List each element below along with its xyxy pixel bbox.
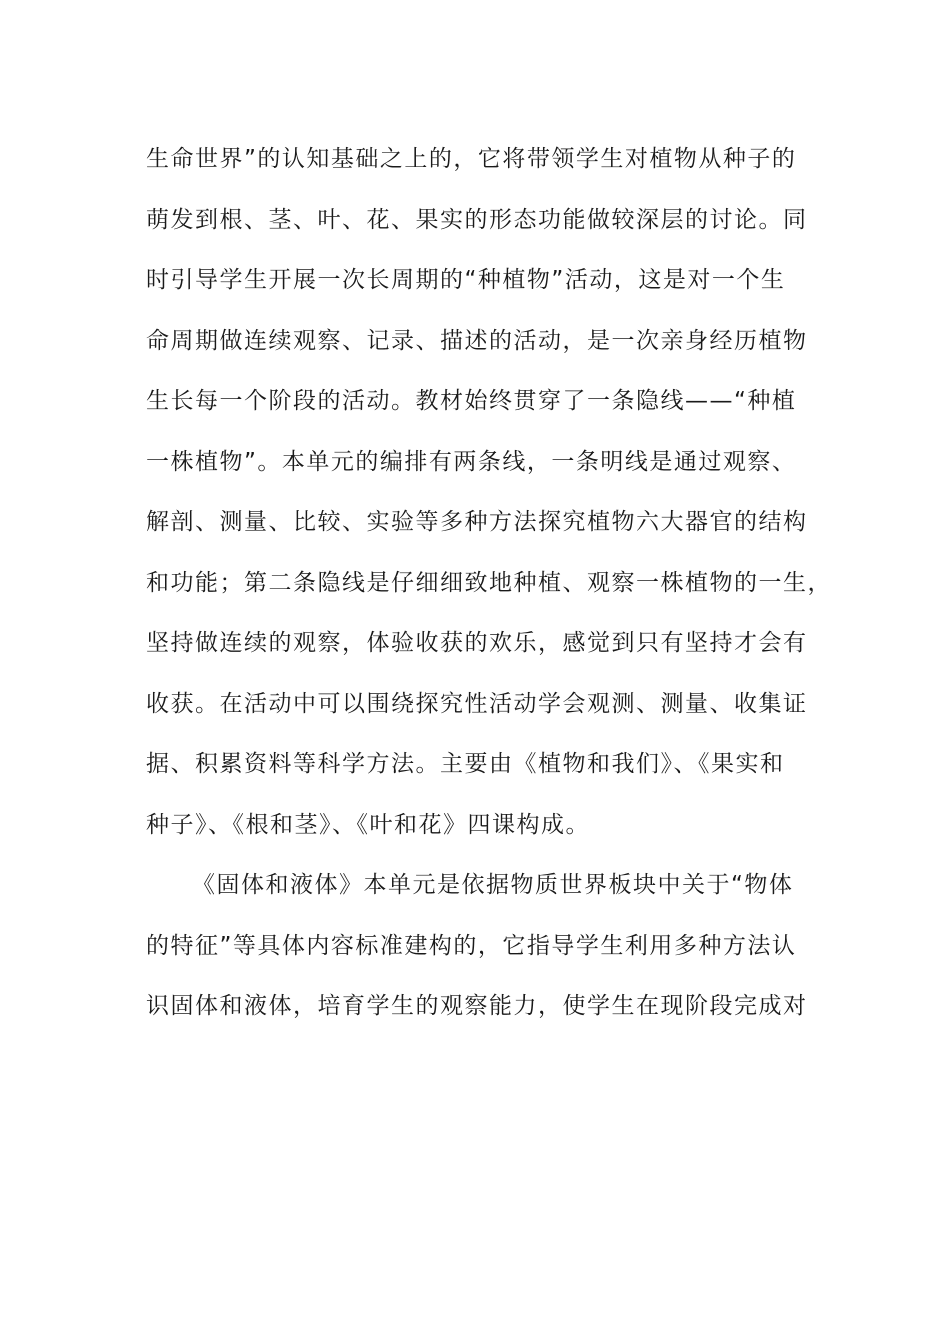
text-line: 解剖、测量、比较、实验等多种方法探究植物六大器官的结构 (146, 509, 808, 535)
text-line: 坚持做连续的观察，体验收获的欢乐，感觉到只有坚持才会有 (146, 630, 808, 656)
text-line: 种子》、《根和茎》、《叶和花》四课构成。 (146, 811, 590, 838)
body-text (146, 129, 832, 1037)
text-line: 的特征”等具体内容标准建构的，它指导学生利用多种方法认 (146, 932, 797, 959)
text-line: 据、积累资料等科学方法。主要由《植物和我们》、《果实和 (146, 751, 785, 777)
text-line: 一株植物”。本单元的编排有两条线，一条明线是通过观察、 (146, 448, 797, 475)
paragraph-start-line: 《固体和液体》本单元是依据物质世界板块中关于“物体 (192, 872, 794, 898)
text-line: 收获。在活动中可以围绕探究性活动学会观测、测量、收集证 (146, 690, 808, 717)
text-line: 生长每一个阶段的活动。教材始终贯穿了一条隐线——“种植 (146, 388, 797, 414)
text-line: 命周期做连续观察、记录、描述的活动，是一次亲身经历植物 (146, 327, 808, 354)
text-line: 和功能；第二条隐线是仔细细致地种植、观察一株植物的一生， (146, 569, 832, 596)
text-line: 时引导学生开展一次长周期的“种植物”活动，这是对一个生 (146, 267, 786, 293)
text-line: 萌发到根、茎、叶、花、果实的形态功能做较深层的讨论。同 (146, 206, 808, 233)
text-line: 生命世界”的认知基础之上的，它将带领学生对植物从种子的 (146, 146, 797, 172)
text-line: 识固体和液体，培育学生的观察能力，使学生在现阶段完成对 (146, 993, 808, 1019)
